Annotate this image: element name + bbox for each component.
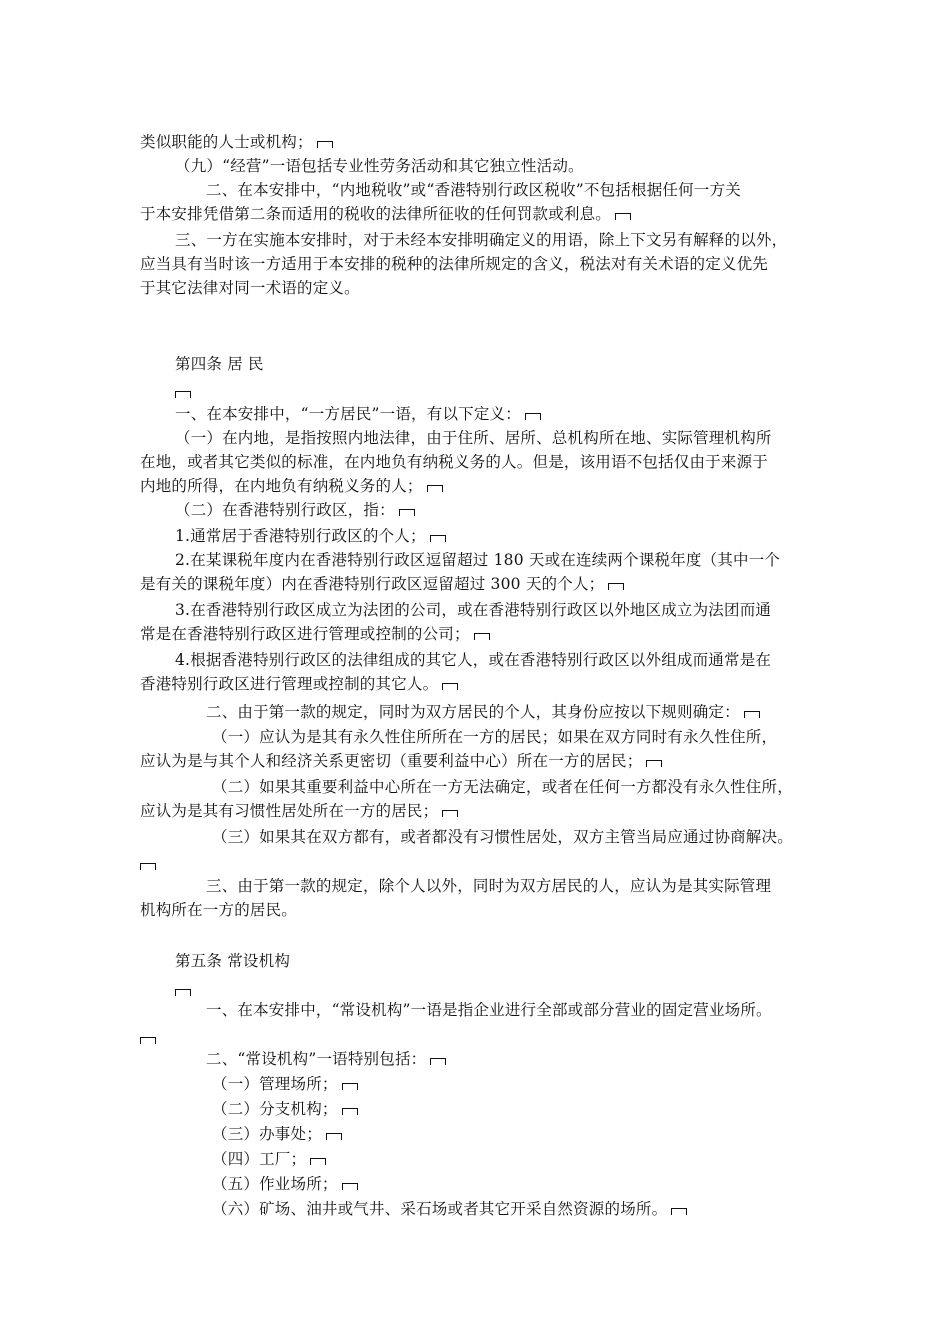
text-line: 于其它法律对同一术语的定义。 [140,279,360,297]
paragraph-mark-icon [399,509,415,516]
text-line: （二）在香港特别行政区，指： [175,498,415,522]
paragraph-mark-icon [525,413,541,420]
text-line: 2.在某课税年度内在香港特别行政区逗留超过 180 天或在连续两个课税年度（其中一个 [175,551,781,569]
text-line: 三、由于第一款的规定，除个人以外，同时为双方居民的人，应认为是其实际管理 [206,877,772,895]
paragraph-mark-icon [342,1083,358,1090]
text-line: （六）矿场、油井或气井、采石场或者其它开采自然资源的场所。 [212,1197,687,1221]
text-line: 二、在本安排中，“内地税收”或“香港特别行政区税收”不包括根据任何一方关 [206,181,741,199]
text-line: （三）办事处； [212,1122,342,1146]
text-line: 香港特别行政区进行管理或控制的其它人。 [140,672,458,696]
paragraph-mark-icon [427,485,443,492]
paragraph-mark-icon [615,213,631,220]
text-line: 是有关的课税年度）内在香港特别行政区逗留超过 300 天的个人； [140,572,624,596]
text-line: 应认为是与其个人和经济关系更密切（重要利益中心）所在一方的居民； [140,749,662,773]
paragraph-mark-icon [608,583,624,590]
text-line: 于本安排凭借第二条而适用的税收的法律所征收的任何罚款或利息。 [140,202,631,226]
paragraph-mark-icon [317,141,333,148]
text-line: 3.在香港特别行政区成立为法团的公司，或在香港特别行政区以外地区成立为法团而通 [175,601,772,619]
text-line [140,852,156,876]
text-line: 应当具有当时该一方适用于本安排的税种的法律所规定的含义，税法对有关术语的定义优先 [140,255,769,273]
text-line [175,978,191,1002]
paragraph-mark-icon [175,989,191,996]
paragraph-mark-icon [175,391,191,398]
paragraph-mark-icon [342,1108,358,1115]
text-line [175,380,191,404]
paragraph-mark-icon [326,1133,342,1140]
paragraph-mark-icon [310,1158,326,1165]
text-line: 常是在香港特别行政区进行管理或控制的公司； [140,622,490,646]
text-line: 应认为是其有习惯性居处所在一方的居民； [140,799,458,823]
text-line: 二、由于第一款的规定，同时为双方居民的个人，其身份应按以下规则确定： [206,700,760,724]
text-line: 类似职能的人士或机构； [140,130,333,154]
text-line: 在地，或者其它类似的标准，在内地负有纳税义务的人。但是，该用语不包括仅由于来源于 [140,453,769,471]
paragraph-mark-icon [430,1058,446,1065]
text-line: 一、在本安排中，“常设机构”一语是指企业进行全部或部分营业的固定营业场所。 [206,1001,772,1019]
text-line: （九）“经营”一语包括专业性劳务活动和其它独立性活动。 [175,157,584,175]
paragraph-mark-icon [474,633,490,640]
article-heading: 第五条 常设机构 [175,952,291,970]
text-line: 机构所在一方的居民。 [140,901,298,919]
text-line: （一）管理场所； [212,1072,358,1096]
paragraph-mark-icon [744,711,760,718]
paragraph-mark-icon [442,683,458,690]
article-heading: 第四条 居 民 [175,355,264,373]
paragraph-mark-icon [442,810,458,817]
paragraph-mark-icon [430,535,446,542]
paragraph-mark-icon [342,1183,358,1190]
text-line: 三、一方在实施本安排时，对于未经本安排明确定义的用语，除上下文另有解释的以外， [175,231,788,249]
text-line [140,1026,156,1050]
text-line: 4.根据香港特别行政区的法律组成的其它人，或在香港特别行政区以外组成而通常是在 [175,651,772,669]
text-line: （三）如果其在双方都有，或者都没有习惯性居处，双方主管当局应通过协商解决。 [212,828,793,846]
paragraph-mark-icon [646,760,662,767]
text-line: 一、在本安排中，“一方居民”一语，有以下定义： [175,402,541,426]
paragraph-mark-icon [140,1037,156,1044]
text-line: （四）工厂； [212,1147,326,1171]
text-line: 二、“常设机构”一语特别包括： [206,1047,446,1071]
text-line: （二）如果其重要利益中心所在一方无法确定，或者在任何一方都没有永久性住所， [212,778,793,796]
text-line: （二）分支机构； [212,1097,358,1121]
text-line: 内地的所得，在内地负有纳税义务的人； [140,474,443,498]
text-line: 1.通常居于香港特别行政区的个人； [175,524,446,548]
text-line: （一）在内地，是指按照内地法律，由于住所、居所、总机构所在地、实际管理机构所 [175,429,772,447]
paragraph-mark-icon [140,863,156,870]
text-line: （一）应认为是其有永久性住所所在一方的居民；如果在双方同时有永久性住所， [212,728,778,746]
paragraph-mark-icon [671,1208,687,1215]
text-line: （五）作业场所； [212,1172,358,1196]
